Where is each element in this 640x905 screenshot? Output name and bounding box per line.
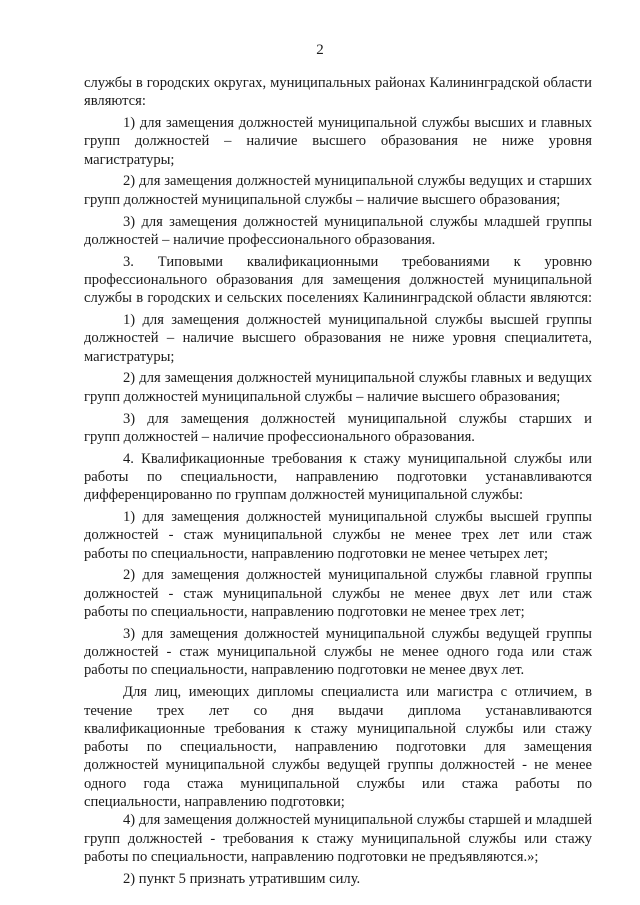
- text-line: Для лиц, имеющих дипломы специалиста или магистра с отличием, в: [123, 684, 592, 701]
- text-line: одного года стажа муниципальной службы или стажа работы по: [84, 775, 592, 792]
- document-body: [84, 74, 592, 888]
- text-line: должностей муниципальной службы ведущей группы должностей - не менее: [84, 757, 592, 774]
- text-line: 3) для замещения должностей муниципальной службы младшей группы: [123, 213, 592, 230]
- text-line: 3) для замещения должностей муниципальной службы ведущей группы: [123, 625, 592, 642]
- text-line: работы по специальности, направлению подготовки для замещения: [84, 739, 592, 756]
- text-line: должностей – наличие высшего образования не ниже уровня специалитета,: [84, 330, 592, 347]
- text-line: работы по специальности, направлению подготовки не менее четырех лет;: [84, 545, 549, 562]
- text-line: службы в городских округах, муниципальных районах Калининградской области: [84, 75, 592, 91]
- text-line: должностей - стаж муниципальной службы не менее двух лет или стаж: [84, 585, 592, 602]
- text-line: работы по специальности, направлению подготовки не менее трех лет;: [84, 604, 525, 621]
- text-line: должностей - стаж муниципальной службы не менее трех лет или стаж: [84, 527, 592, 544]
- text-line: 1) для замещения должностей муниципальной службы высшей группы: [123, 312, 592, 329]
- text-line: работы по специальности, направлению подготовки не менее двух лет.: [84, 662, 525, 679]
- text-line: 2) пункт 5 признать утратившим силу.: [123, 870, 361, 887]
- text-line: дифференцированно по группам должностей муниципальной службы:: [84, 487, 524, 504]
- text-line: 3) для замещения должностей муниципальной службы старших и: [123, 410, 592, 427]
- text-line: профессионального образования для замещения должностей муниципальной: [84, 271, 592, 288]
- text-line: являются:: [84, 93, 146, 110]
- text-line: работы по специальности, направлению подготовки не предъявляются.»;: [84, 848, 539, 865]
- text-line: 2) для замещения должностей муниципальной службы ведущих и старших: [123, 173, 592, 190]
- text-line: 2) для замещения должностей муниципальной службы главной группы: [123, 567, 592, 584]
- text-line: 1) для замещения должностей муниципальной службы высших и главных: [123, 115, 592, 132]
- text-line: 1) для замещения должностей муниципальной службы высшей группы: [123, 509, 592, 526]
- text-line: 4) для замещения должностей муниципальной службы старшей и младшей: [123, 812, 592, 829]
- text-line: групп должностей – наличие профессионального образования.: [84, 428, 475, 445]
- text-line: 4. Квалификационные требования к стажу муниципальной службы или: [123, 450, 592, 467]
- text-line: групп должностей муниципальной службы – наличие высшего образования;: [84, 191, 561, 208]
- text-line: работы по специальности, направлению подготовки устанавливаются: [84, 468, 592, 485]
- text-line: групп должностей муниципальной службы – наличие высшего образования;: [84, 388, 561, 405]
- text-line: должностей – наличие профессионального образования.: [84, 231, 436, 248]
- text-line: должностей - стаж муниципальной службы не менее одного года или стаж: [84, 644, 592, 661]
- text-line: 3. Типовыми квалификационными требованиями к уровню: [123, 253, 592, 270]
- text-line: магистратуры;: [84, 151, 175, 168]
- text-line: течение трех лет со дня выдачи диплома устанавливаются: [84, 702, 592, 719]
- text-line: специальности, направлению подготовки;: [84, 793, 345, 810]
- text-line: групп должностей - требования к стажу муниципальной службы или стажу: [84, 830, 592, 847]
- text-line: магистратуры;: [84, 348, 175, 365]
- page-number: 2: [316, 42, 324, 58]
- text-line: службы в городских и сельских поселениях Калининградской области являются:: [84, 290, 592, 307]
- text-line: 2) для замещения должностей муниципальной службы главных и ведущих: [123, 370, 592, 387]
- text-line: квалификационные требования к стажу муниципальной службы или стажу: [84, 720, 592, 737]
- text-line: групп должностей – наличие высшего образования не ниже уровня: [84, 133, 592, 150]
